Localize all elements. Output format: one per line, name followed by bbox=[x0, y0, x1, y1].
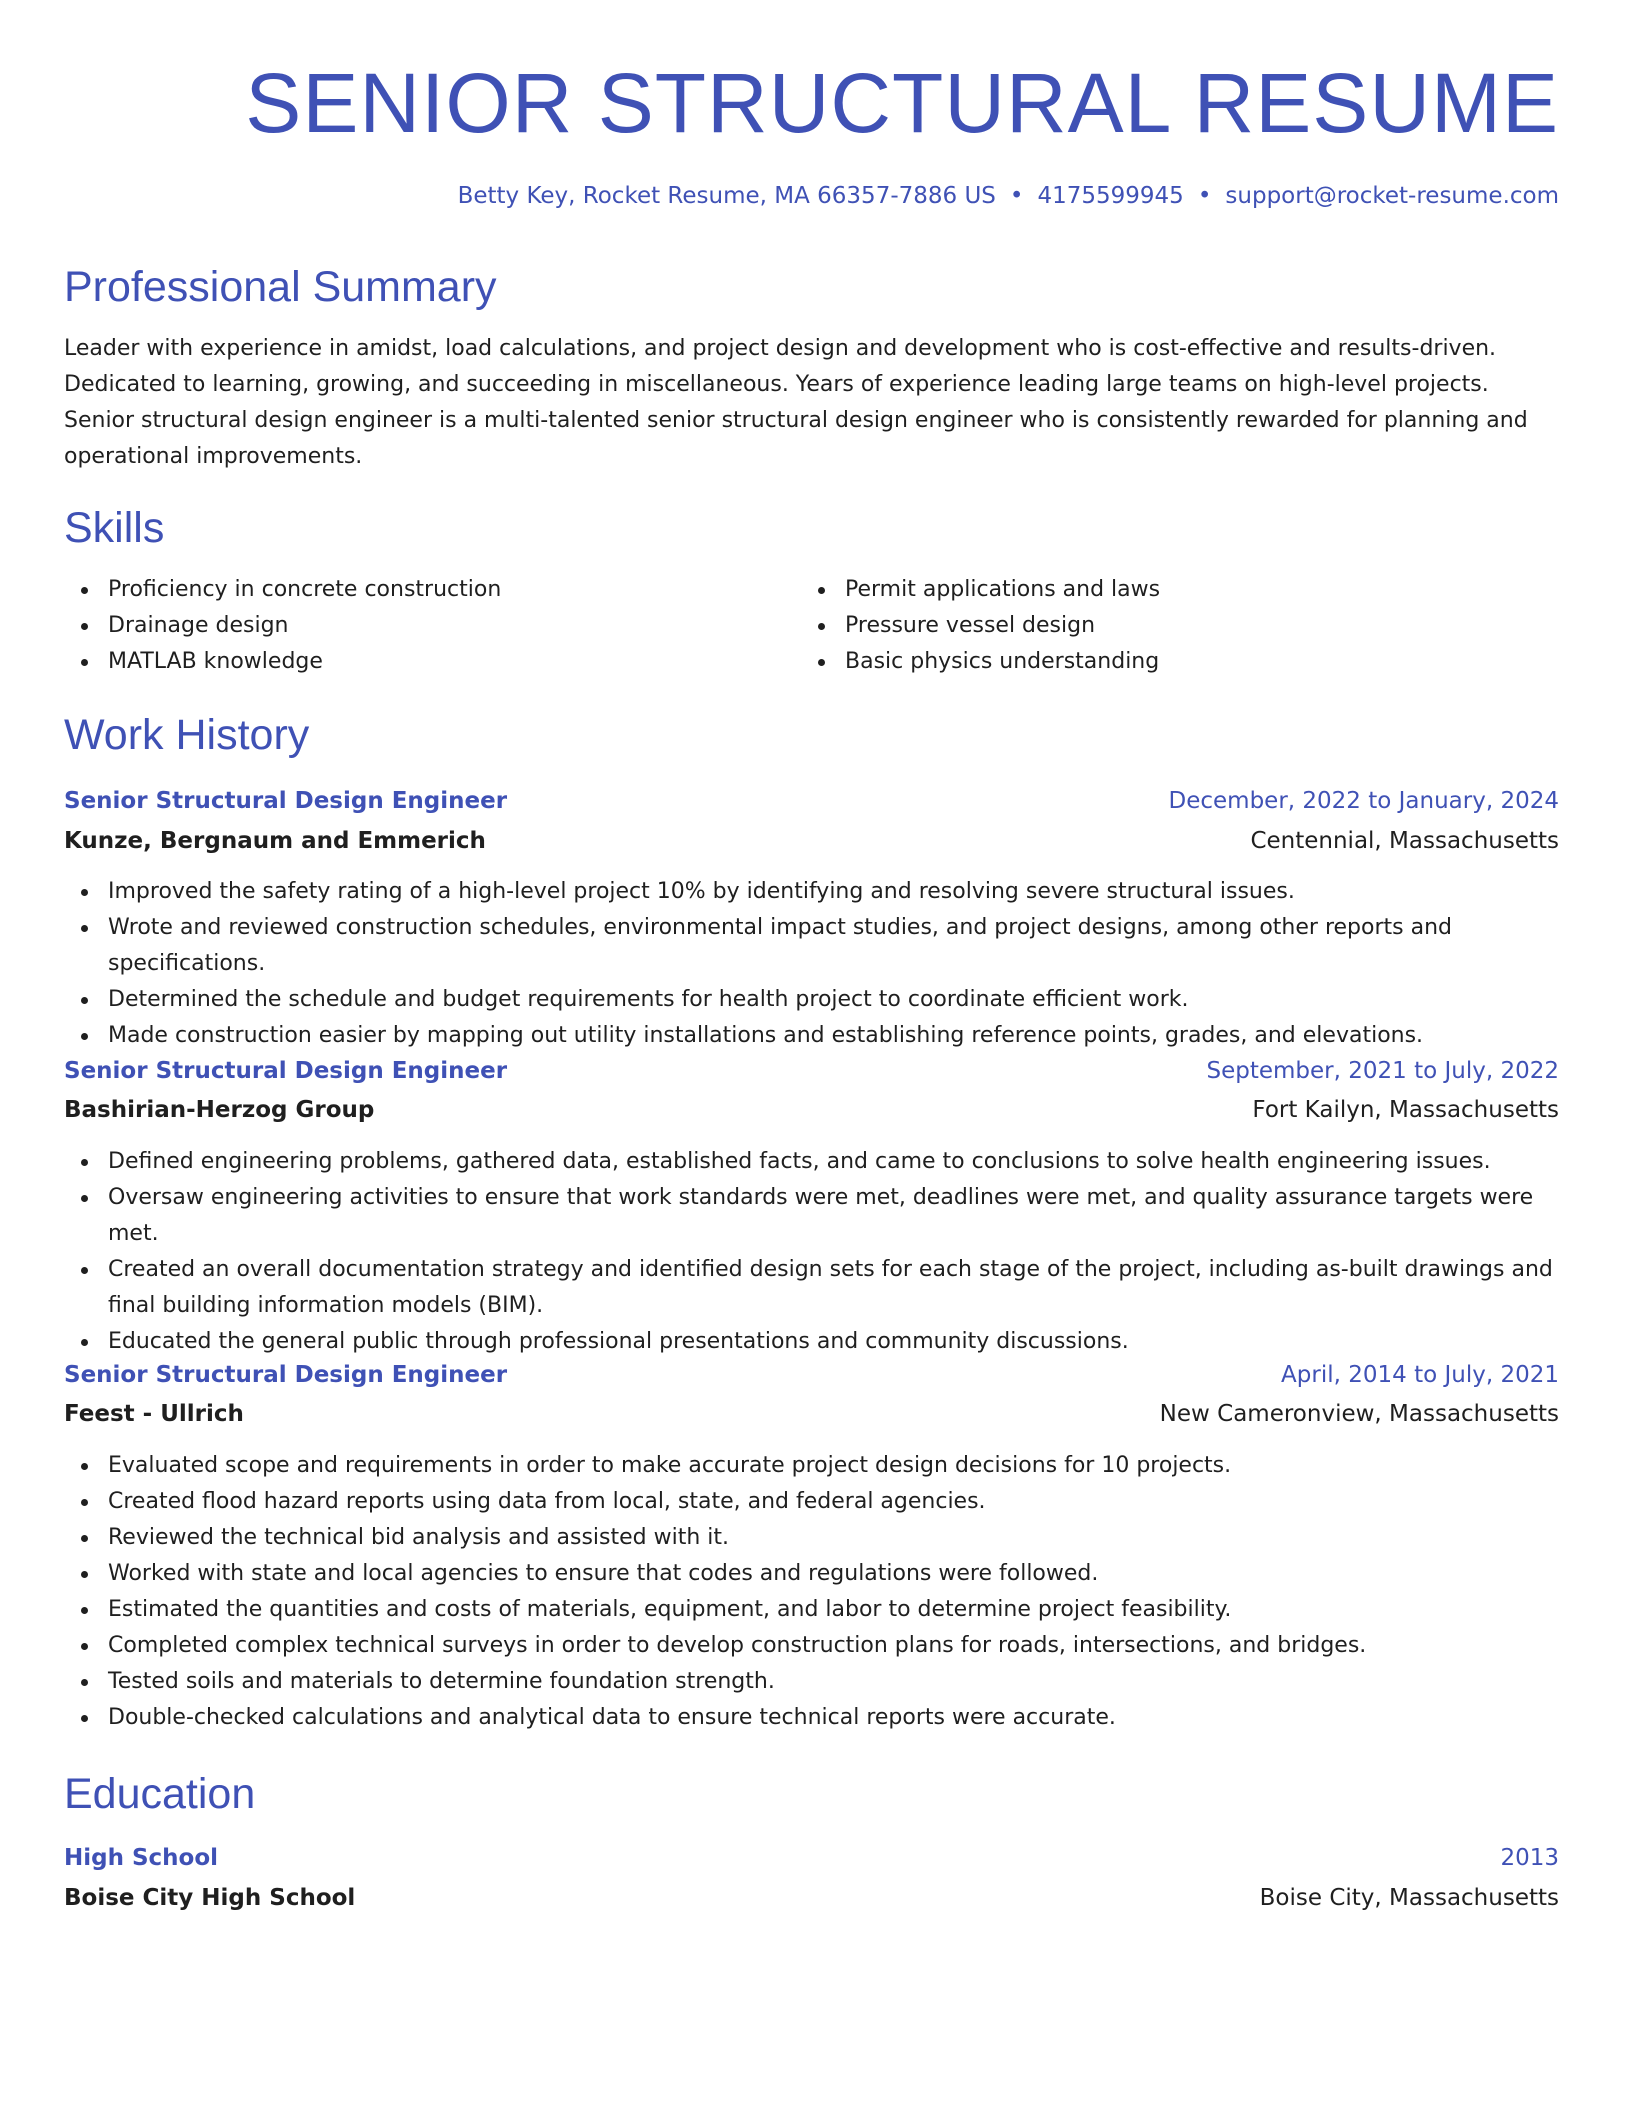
skills-heading: Skills bbox=[64, 504, 165, 552]
job-bullet: Estimated the quantities and costs of materials, equipment, and labor to determine project feasibility. bbox=[64, 1592, 1559, 1628]
skills-list-right bbox=[801, 572, 1501, 680]
job-location: Fort Kailyn, Massachusetts bbox=[1252, 1097, 1559, 1123]
skill-item: Drainage design bbox=[64, 608, 764, 644]
job-title: Senior Structural Design Engineer bbox=[64, 788, 508, 814]
job-dates: December, 2022 to January, 2024 bbox=[1168, 788, 1559, 814]
education-location: Boise City, Massachusetts bbox=[1259, 1885, 1559, 1911]
job-header bbox=[64, 1357, 1559, 1393]
job-bullet: Improved the safety rating of a high-level project 10% by identifying and resolving severe structural issues. bbox=[64, 874, 1559, 910]
job-bullet: Created flood hazard reports using data from local, state, and federal agencies. bbox=[64, 1484, 1559, 1520]
education-degree: High School bbox=[64, 1845, 219, 1871]
job-bullet: Worked with state and local agencies to ensure that codes and regulations were followed. bbox=[64, 1556, 1559, 1592]
job-bullet: Double-checked calculations and analytical data to ensure technical reports were accurate. bbox=[64, 1700, 1559, 1736]
education-school-row bbox=[64, 1880, 1559, 1916]
job-dates: April, 2014 to July, 2021 bbox=[1281, 1362, 1559, 1388]
job-bullet: Tested soils and materials to determine foundation strength. bbox=[64, 1664, 1559, 1700]
job-location: New Cameronview, Massachusetts bbox=[1159, 1401, 1559, 1427]
skill-item: MATLAB knowledge bbox=[64, 644, 764, 680]
summary-heading: Professional Summary bbox=[64, 263, 497, 311]
job-company: Feest - Ullrich bbox=[64, 1401, 244, 1427]
education-header bbox=[64, 1840, 1559, 1876]
job-employer-row bbox=[64, 823, 1559, 859]
skill-item: Pressure vessel design bbox=[801, 608, 1501, 644]
job-employer-row bbox=[64, 1092, 1559, 1128]
contact-phone: 4175599945 bbox=[1037, 183, 1184, 209]
job-bullet: Reviewed the technical bid analysis and assisted with it. bbox=[64, 1520, 1559, 1556]
job-bullet: Defined engineering problems, gathered data, established facts, and came to conclusions to solve health engineering issues. bbox=[64, 1144, 1559, 1180]
resume-title: SENIOR STRUCTURAL RESUME bbox=[245, 56, 1559, 150]
contact-line bbox=[458, 178, 1559, 214]
job-company: Kunze, Bergnaum and Emmerich bbox=[64, 828, 486, 854]
job-bullet: Oversaw engineering activities to ensure that work standards were met, deadlines were met, and quality assurance targets were met. bbox=[64, 1180, 1559, 1252]
contact-email[interactable]: support@rocket-resume.com bbox=[1225, 183, 1559, 209]
job-company: Bashirian-Herzog Group bbox=[64, 1097, 375, 1123]
job-dates: September, 2021 to July, 2022 bbox=[1206, 1058, 1559, 1084]
job-bullets bbox=[64, 1448, 1559, 1736]
job-bullet: Determined the schedule and budget requirements for health project to coordinate efficient work. bbox=[64, 982, 1559, 1018]
job-bullet: Educated the general public through professional presentations and community discussions. bbox=[64, 1324, 1559, 1360]
education-year: 2013 bbox=[1500, 1845, 1559, 1871]
job-title: Senior Structural Design Engineer bbox=[64, 1058, 508, 1084]
summary-text: Leader with experience in amidst, load calculations, and project design and development who is cost-effective and results-driven. Dedicated to learning, growing, and succeeding in miscellaneous. Years of experience leading large teams on high-level projects. Senior structural design engineer is a multi-talented senior structural design engineer who is consistently rewarded for planning and operational improvements. bbox=[64, 336, 1528, 469]
job-bullet: Wrote and reviewed construction schedules, environmental impact studies, and project designs, among other reports and specifications. bbox=[64, 910, 1559, 982]
contact-separator: • bbox=[1009, 183, 1024, 209]
education-school: Boise City High School bbox=[64, 1885, 356, 1911]
skill-item: Permit applications and laws bbox=[801, 572, 1501, 608]
education-heading: Education bbox=[64, 1770, 256, 1818]
job-header bbox=[64, 783, 1559, 819]
contact-separator: • bbox=[1197, 183, 1212, 209]
job-location: Centennial, Massachusetts bbox=[1250, 828, 1559, 854]
job-bullet: Created an overall documentation strategy and identified design sets for each stage of the project, including as-built drawings and final building information models (BIM). bbox=[64, 1252, 1559, 1324]
job-bullet: Completed complex technical surveys in order to develop construction plans for roads, intersections, and bridges. bbox=[64, 1628, 1559, 1664]
job-header bbox=[64, 1053, 1559, 1089]
skill-item: Basic physics understanding bbox=[801, 644, 1501, 680]
job-employer-row bbox=[64, 1396, 1559, 1432]
job-bullet: Evaluated scope and requirements in order to make accurate project design decisions for 10 projects. bbox=[64, 1448, 1559, 1484]
job-bullet: Made construction easier by mapping out utility installations and establishing reference points, grades, and elevations. bbox=[64, 1018, 1559, 1054]
skills-list-left bbox=[64, 572, 764, 680]
contact-address: Betty Key, Rocket Resume, MA 66357-7886 US bbox=[457, 183, 996, 209]
skill-item: Proficiency in concrete construction bbox=[64, 572, 764, 608]
work-history-heading: Work History bbox=[64, 711, 310, 759]
job-title: Senior Structural Design Engineer bbox=[64, 1362, 508, 1388]
job-bullets bbox=[64, 1144, 1559, 1360]
job-bullets bbox=[64, 874, 1559, 1054]
